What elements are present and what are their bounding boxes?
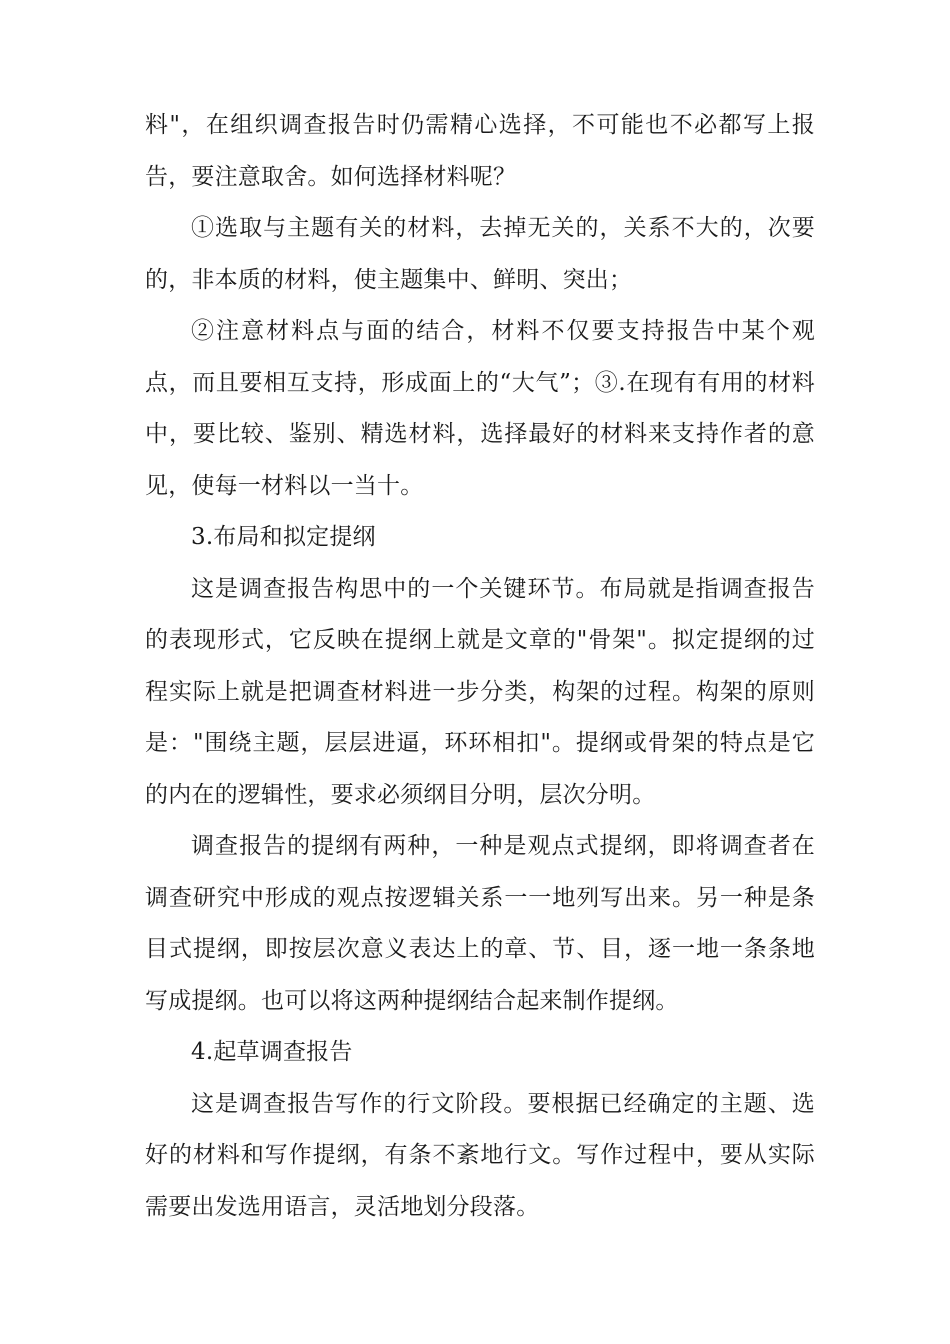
paragraph-drafting: 这是调查报告写作的行文阶段。要根据已经确定的主题、选好的材料和写作提纲，有条不紊地行文。写作过程中，要从实际需要出发选用语言，灵活地划分段落。 [145,1090,815,1220]
section-heading-3: 3.布局和拟定提纲 [191,524,376,550]
paragraph-point-1: ①选取与主题有关的材料，去掉无关的，关系不大的，次要的，非本质的材料，使主题集中、鲜明、突出； [145,215,815,293]
paragraph-continued: 料"，在组织调查报告时仍需精心选择，不可能也不必都写上报告，要注意取舍。如何选择材料呢？ [145,112,815,190]
paragraph-outline-types: 调查报告的提纲有两种，一种是观点式提纲，即将调查者在调查研究中形成的观点按逻辑关系一一地列写出来。另一种是条目式提纲，即按层次意义表达上的章、节、目，逐一地一条条地写成提纲。也可以将这两种提纲结合起来制作提纲。 [145,833,815,1014]
paragraph-layout: 这是调查报告构思中的一个关键环节。布局就是指调查报告的表现形式，它反映在提纲上就是文章的"骨架"。拟定提纲的过程实际上就是把调查材料进一步分类，构架的过程。构架的原则是："围绕主题，层层进逼，环环相扣"。提纲或骨架的特点是它的内在的逻辑性，要求必须纲目分明，层次分明。 [145,575,815,808]
document-body [145,100,815,1233]
section-heading-4: 4.起草调查报告 [191,1039,353,1065]
paragraph-point-2-3: ②注意材料点与面的结合，材料不仅要支持报告中某个观点，而且要相互支持，形成面上的“大气”；③.在现有有用的材料中，要比较、鉴别、精选材料，选择最好的材料来支持作者的意见，使每一材料以一当十。 [145,318,815,499]
